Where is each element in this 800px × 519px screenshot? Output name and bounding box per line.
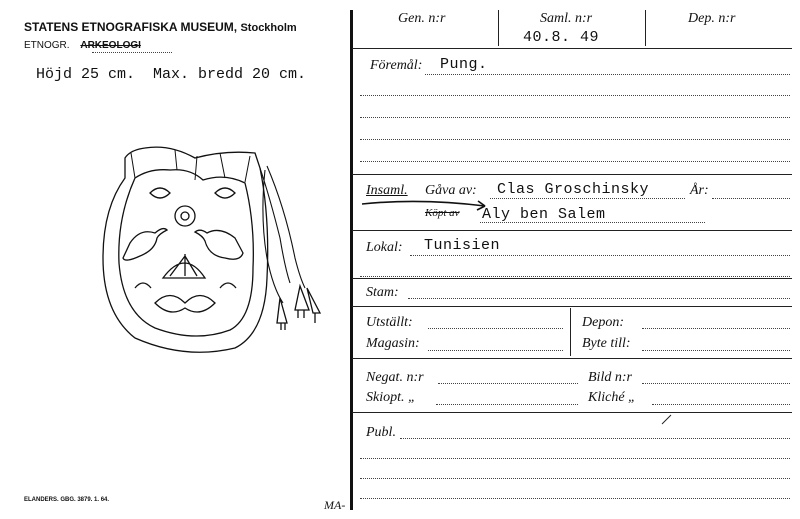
pouch-drawing (95, 138, 330, 358)
byte-label: Byte till: (582, 336, 631, 351)
kopt-value: Aly ben Salem (482, 206, 606, 223)
bird-right-icon (195, 230, 243, 259)
publ-label: Publ. (366, 425, 396, 440)
depon-line (642, 328, 790, 329)
gava-value: Clas Groschinsky (497, 181, 650, 198)
pouch-flap (131, 150, 250, 182)
lokal-line-1 (410, 255, 790, 256)
fan-icon (163, 254, 205, 278)
bird-left-icon (123, 229, 167, 261)
kliche-line (652, 404, 790, 405)
magasin-line (428, 350, 563, 351)
skiopt-line (436, 404, 578, 405)
saml-label: Saml. n:r (540, 11, 593, 26)
department-label: ETNOGR. (24, 40, 70, 51)
bild-line (642, 383, 790, 384)
depon-label: Depon: (582, 315, 624, 330)
foremal-label: Föremål: (370, 58, 423, 73)
lokal-rule (352, 278, 792, 279)
utstallt-line (428, 328, 563, 329)
kopt-line (480, 222, 705, 223)
foremal-rule (352, 174, 792, 175)
lokal-label: Lokal: (366, 240, 403, 255)
foremal-line-4 (360, 139, 790, 140)
negat-rule (352, 412, 792, 413)
foremal-line-5 (360, 161, 790, 162)
dimensions-text: Höjd 25 cm. Max. bredd 20 cm. (36, 66, 307, 83)
negat-label: Negat. n:r (366, 370, 424, 385)
publ-line-2 (360, 458, 790, 459)
stam-label: Stam: (366, 285, 399, 300)
department-line (24, 40, 141, 51)
pouch-outline (103, 147, 268, 352)
bild-label: Bild n:r (588, 370, 632, 385)
foremal-line-3 (360, 117, 790, 118)
saml-value: 40.8. 49 (523, 29, 600, 46)
department-dotted-line (92, 52, 172, 53)
department-struck: ARKEOLOGI (80, 40, 141, 51)
gen-label: Gen. n:r (398, 11, 446, 26)
gava-line (490, 198, 685, 199)
foremal-value: Pung. (440, 56, 488, 73)
skiopt-label: Skiopt. „ (366, 390, 416, 405)
kliche-label: Kliché „ (588, 390, 636, 405)
header-divider-1 (498, 10, 499, 46)
byte-line (642, 350, 790, 351)
ar-label: År: (690, 183, 709, 198)
header-divider-2 (645, 10, 646, 46)
publ-line-3 (360, 478, 790, 479)
printer-note: ELANDERS. GBG. 3879. 1. 64. (24, 497, 110, 503)
footer-mark: MA- (324, 498, 346, 512)
foremal-line-1 (425, 74, 790, 75)
utstallt-rule (352, 358, 792, 359)
utstallt-label: Utställt: (366, 315, 413, 330)
header-rule (352, 48, 792, 49)
insaml-label: Insaml. (366, 183, 408, 198)
kopt-label: Köpt av (425, 207, 460, 219)
pen-stroke-mark (660, 412, 674, 426)
museum-city: Stockholm (240, 22, 297, 34)
foremal-line-2 (360, 95, 790, 96)
card-divider (350, 10, 353, 510)
museum-title-text: STATENS ETNOGRAFISKA MUSEUM, (24, 20, 238, 34)
dep-label: Dep. n:r (688, 11, 736, 26)
stam-line (408, 298, 790, 299)
flower-icon (175, 206, 195, 226)
stam-rule (352, 306, 792, 307)
negat-line (438, 383, 578, 384)
museum-title (24, 20, 297, 34)
depon-divider (570, 308, 571, 356)
publ-line-1 (400, 438, 790, 439)
lokal-line-2 (360, 276, 790, 277)
insaml-rule (352, 230, 792, 231)
gava-label: Gåva av: (425, 183, 477, 198)
publ-line-4 (360, 498, 790, 499)
magasin-label: Magasin: (366, 336, 420, 351)
ar-line (712, 198, 790, 199)
lokal-value: Tunisien (424, 237, 501, 254)
